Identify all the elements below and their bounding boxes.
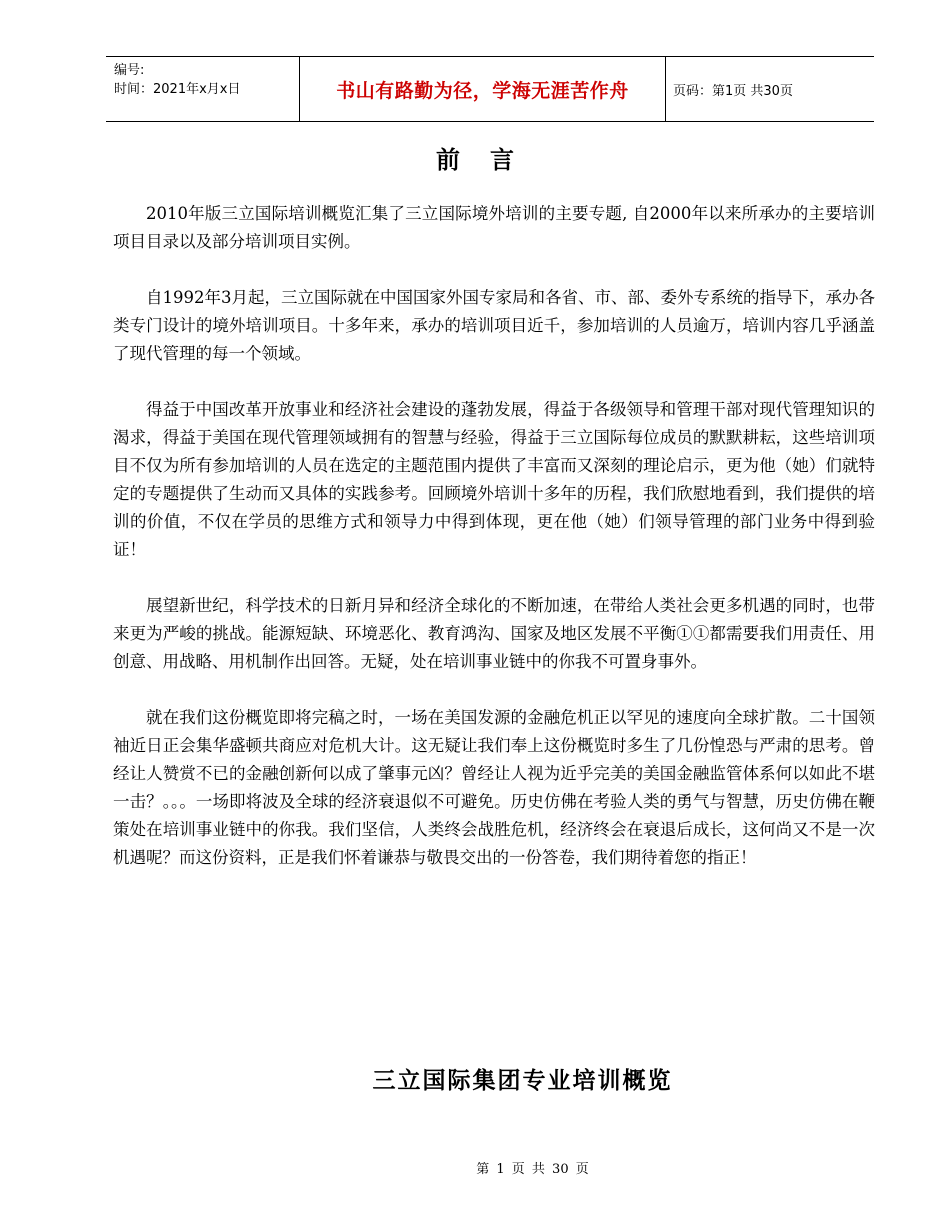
header-motto: 书山有路勤为径，学海无涯苦作舟: [300, 57, 666, 121]
document-number-label: 编号:: [114, 63, 145, 78]
preface-paragraph: 展望新世纪，科学技术的日新月异和经济全球化的不断加速，在带给人类社会更多机遇的同时，也带来更为严峻的挑战。能源短缺、环境恶化、教育鸿沟、国家及地区发展不平衡①①都需要我们用责任、用创意、用战略、用机制作出回答。无疑，处在培训事业链中的你我不可置身事外。: [113, 596, 875, 671]
section-title: 三立国际集团专业培训概览: [372, 1067, 673, 1094]
preface-paragraph: 自1992年3月起，三立国际就在中国国家外国专家局和各省、市、部、委外专系统的指导下，承办各类专门设计的境外培训项目。十多年来，承办的培训项目近千，参加培训的人员逾万，培训内容几乎涵盖了现代管理的每一个领域。: [113, 288, 875, 363]
preface-body: [113, 200, 875, 900]
preface-paragraph: 得益于中国改革开放事业和经济社会建设的蓬勃发展，得益于各级领导和管理干部对现代管理知识的渴求，得益于美国在现代管理领域拥有的智慧与经验，得益于三立国际每位成员的默默耕耘，这些培训项目不仅为所有参加培训的人员在选定的主题范围内提供了丰富而又深刻的理论启示，更为他（她）们就特定的专题提供了生动而又具体的实践参考。回顾境外培训十多年的历程，我们欣慰地看到，我们提供的培训的价值，不仅在学员的思维方式和领导力中得到体现，更在他（她）们领导管理的部门业务中得到验证！: [113, 400, 875, 559]
page-footer: 第 1 页 共 30 页: [476, 1162, 589, 1177]
header-meta: [106, 57, 300, 121]
preface-title: 前言: [436, 145, 544, 174]
header-page-info: 页码：第1页 共30页: [673, 83, 793, 99]
document-time-label: 时间：2021年x月x日: [114, 82, 241, 97]
page-header: [106, 56, 874, 122]
preface-paragraph: 就在我们这份概览即将完稿之时，一场在美国发源的金融危机正以罕见的速度向全球扩散。二十国领袖近日正会集华盛顿共商应对危机大计。这无疑让我们奉上这份概览时多生了几份惶恐与严肃的思考。曾经让人赞赏不已的金融创新何以成了肇事元凶？曾经让人视为近乎完美的美国金融监管体系何以如此不堪一击？。。。一场即将波及全球的经济衰退似不可避免。历史仿佛在考验人类的勇气与智慧，历史仿佛在鞭策处在培训事业链中的你我。我们坚信，人类终会战胜危机，经济终会在衰退后成长，这何尚又不是一次机遇呢？而这份资料，正是我们怀着谦恭与敬畏交出的一份答卷，我们期待着您的指正！: [113, 708, 875, 867]
preface-paragraph: 2010年版三立国际培训概览汇集了三立国际境外培训的主要专题, 自2000年以来所承办的主要培训项目目录以及部分培训项目实例。: [113, 204, 875, 251]
